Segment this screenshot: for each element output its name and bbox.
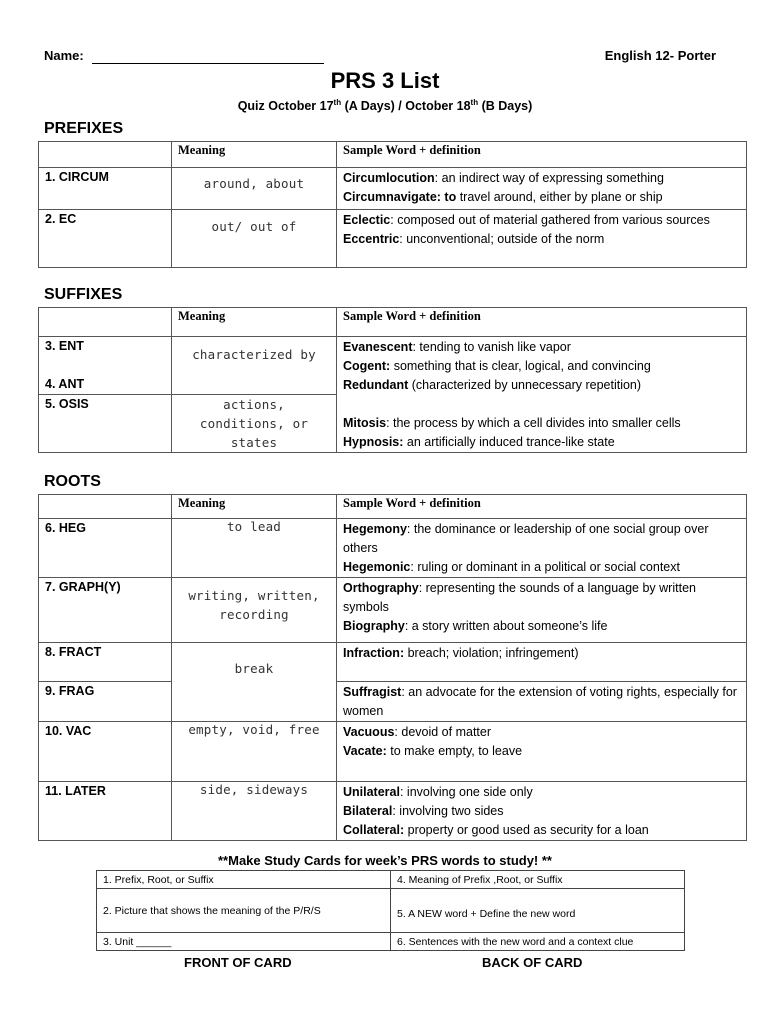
word-heg: 6. HEG [39, 519, 172, 578]
meaning-osis: actions, conditions, or states [172, 395, 337, 453]
definition-later: Unilateral: involving one side only Bilateral: involving two sides Collateral: property or good used as security for a loan [337, 782, 747, 841]
card-back-item-5: 5. A NEW word + Define the new word [391, 889, 685, 933]
meaning-header: Meaning [172, 308, 337, 337]
meaning-circum: around, about [172, 168, 337, 210]
card-front-item-2: 2. Picture that shows the meaning of the P/R/S [97, 889, 391, 933]
roots-table [38, 494, 747, 841]
prefixes-heading: PREFIXES [44, 120, 124, 137]
word-ant: 4. ANT [45, 377, 85, 391]
quiz-dates: Quiz October 17th (A Days) / October 18th (B Days) [237, 98, 533, 114]
sample-header: Sample Word + definition [337, 308, 747, 337]
definition-ent-ant-osis: Evanescent: tending to vanish like vapor Cogent: something that is clear, logical, and convincing Redundant (characterized by unnecessary repetition) Mitosis: the process by which a cell divides into smaller cells Hypnosis: an artificially induced trance-like state [337, 337, 747, 453]
meaning-ent: characterized by [172, 337, 337, 395]
meaning-vac: empty, void, free [172, 722, 337, 782]
table-row [39, 782, 747, 841]
table-row [39, 722, 747, 782]
word-graph: 7. GRAPH(Y) [39, 578, 172, 643]
table-row [39, 168, 747, 210]
table-row [39, 210, 747, 268]
sample-header: Sample Word + definition [337, 142, 747, 168]
table-row [39, 643, 747, 682]
word-later: 11. LATER [39, 782, 172, 841]
roots-heading: ROOTS [44, 473, 101, 490]
definition-fract: Infraction: breach; violation; infringement) [337, 643, 747, 682]
card-front-item-3: 3. Unit ______ [97, 933, 391, 951]
table-row [39, 578, 747, 643]
back-of-card-label: BACK OF CARD [482, 955, 583, 970]
meaning-header: Meaning [172, 495, 337, 519]
word-vac: 10. VAC [39, 722, 172, 782]
header-blank-cell [39, 495, 172, 519]
header-blank-cell [39, 308, 172, 337]
sample-header: Sample Word + definition [337, 495, 747, 519]
definition-graph: Orthography: representing the sounds of a language by written symbols Biography: a story written about someone’s life [337, 578, 747, 643]
study-cards-note: **Make Study Cards for week’s PRS words to study! ** [218, 853, 552, 868]
meaning-later: side, sideways [172, 782, 337, 841]
page-title: PRS 3 List [330, 68, 440, 93]
card-front-item-1: 1. Prefix, Root, or Suffix [97, 871, 391, 889]
word-frag: 9. FRAG [39, 682, 172, 722]
word-osis: 5. OSIS [39, 395, 172, 453]
word-fract: 8. FRACT [39, 643, 172, 682]
meaning-heg: to lead [172, 519, 337, 578]
word-ent: 3. ENT 4. ANT [39, 337, 172, 395]
course-label: English 12- Porter [604, 48, 716, 63]
meaning-fract-frag: break [172, 643, 337, 722]
meaning-graph: writing, written, recording [172, 578, 337, 643]
name-blank-line [92, 63, 324, 64]
meaning-ec: out/ out of [172, 210, 337, 268]
table-row [39, 682, 747, 722]
definition-circum: Circumlocution: an indirect way of expressing something Circumnavigate: to travel around, either by plane or ship [337, 168, 747, 210]
definition-heg: Hegemony: the dominance or leadership of one social group over others Hegemonic: ruling or dominant in a political or social context [337, 519, 747, 578]
definition-frag: Suffragist: an advocate for the extension of voting rights, especially for women [337, 682, 747, 722]
name-label: Name: [44, 48, 84, 63]
front-of-card-label: FRONT OF CARD [184, 955, 292, 970]
table-row [39, 337, 747, 395]
study-card-table [96, 870, 685, 951]
definition-ec: Eclectic: composed out of material gathered from various sources Eccentric: unconventional; outside of the norm [337, 210, 747, 268]
word-circum: 1. CIRCUM [39, 168, 172, 210]
suffixes-heading: SUFFIXES [44, 286, 123, 303]
table-row [39, 519, 747, 578]
suffixes-table [38, 307, 747, 453]
meaning-header: Meaning [172, 142, 337, 168]
word-ec: 2. EC [39, 210, 172, 268]
prefixes-table [38, 141, 747, 268]
definition-vac: Vacuous: devoid of matter Vacate: to make empty, to leave [337, 722, 747, 782]
card-back-item-6: 6. Sentences with the new word and a context clue [391, 933, 685, 951]
header-blank-cell [39, 142, 172, 168]
card-back-item-4: 4. Meaning of Prefix ,Root, or Suffix [391, 871, 685, 889]
